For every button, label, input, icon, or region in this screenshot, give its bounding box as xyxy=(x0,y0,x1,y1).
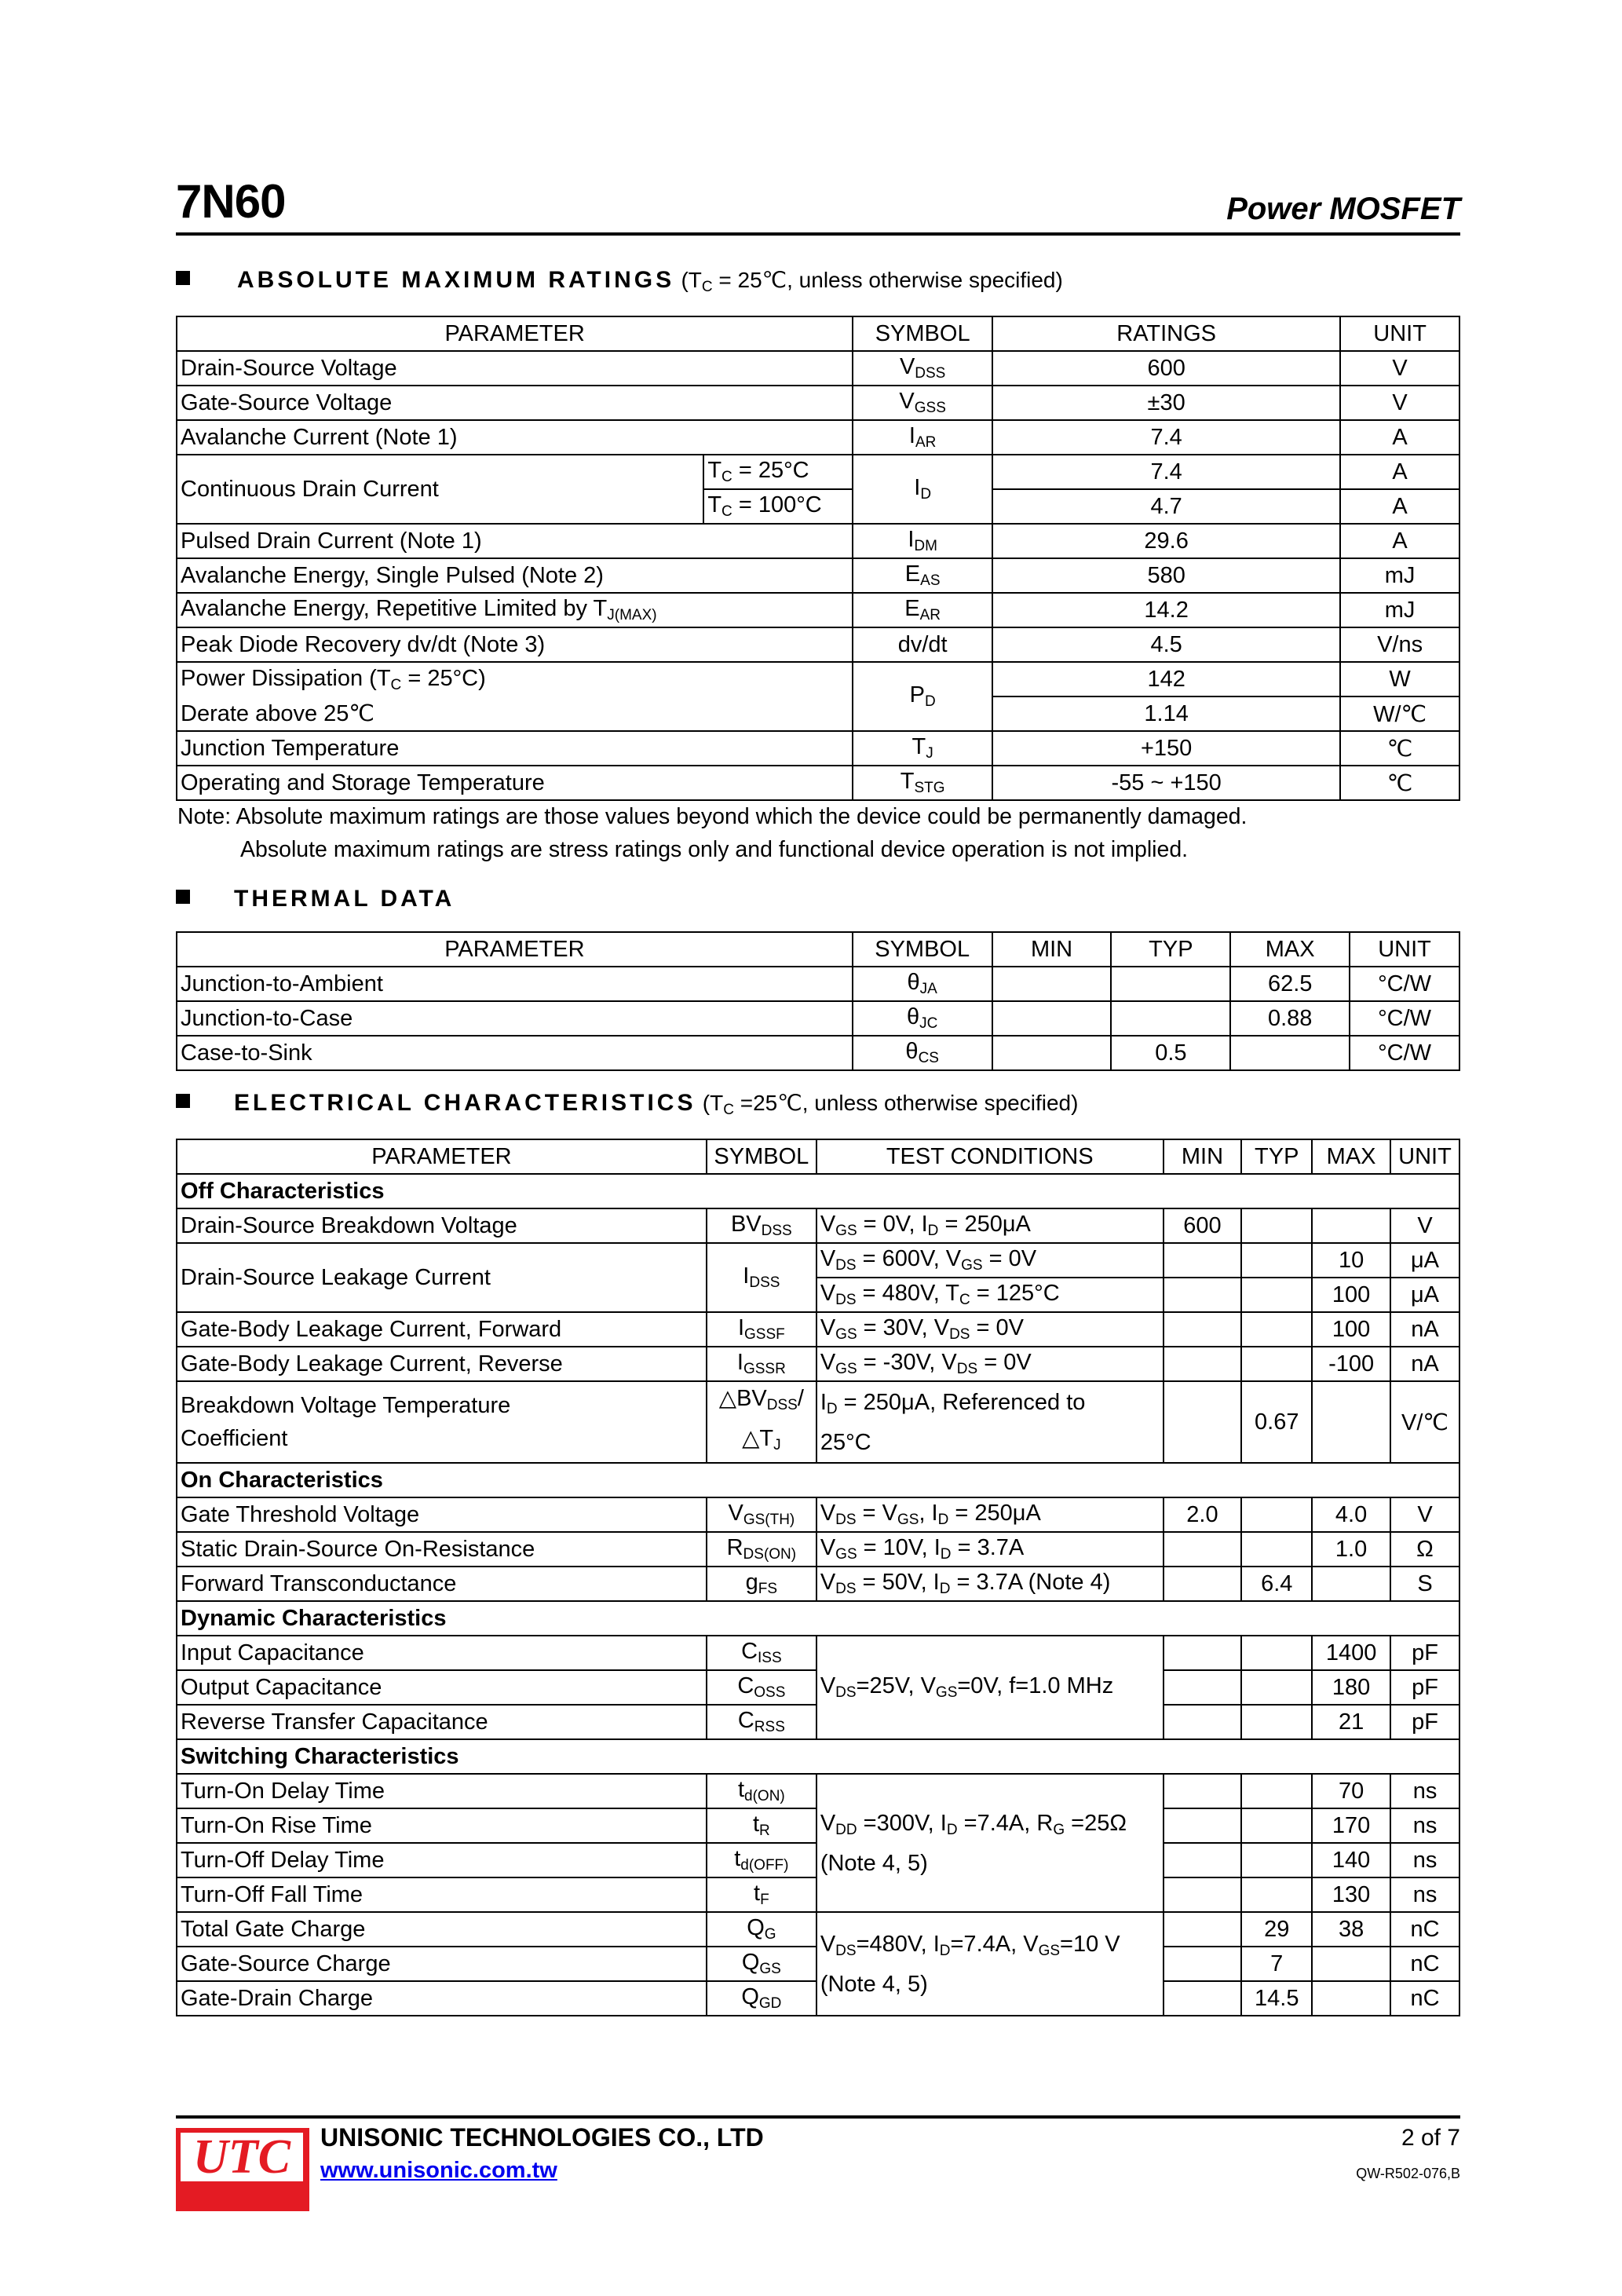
device-type: Power MOSFET xyxy=(1226,192,1460,226)
utc-logo: UTC xyxy=(176,2125,309,2211)
table-row: Total Gate Charge $Q_G$ $V_{DS}=480V$, $I_D=7.4A$, $V_{GS}=10$ V (Note 4, 5) 29 38 nC xyxy=(177,1912,1459,1947)
table-row: Junction Temperature $T_J$ +150 ℃ xyxy=(177,731,1459,766)
table-row: Gate Threshold Voltage $V_{GS(TH)}$ $V_{DS} = V_{GS}$, $I_D = 250\mu A$ 2.0 4.0 V xyxy=(177,1497,1459,1532)
table-row: Junction-to-Ambient $\theta_{JA}$ 62.5 °C/W xyxy=(177,967,1459,1001)
table-row: Power Dissipation $(T_C = 25^\circ C)$ $P_D$ 142 W xyxy=(177,662,1459,696)
thermal-heading: THERMAL DATA xyxy=(176,886,455,912)
table-row: Gate-Source Charge $Q_{GS}$ 7 nC xyxy=(177,1947,1459,1981)
table-row: Continuous Drain Current $T_C = 25^\circ C$ $I_D$ 7.4 A xyxy=(177,455,1459,489)
electrical-table xyxy=(176,1139,1460,2016)
table-row: Gate-Body Leakage Current, Forward $I_{GSSF}$ $V_{GS} = 30V$, $V_{DS} = 0V$ 100 nA xyxy=(177,1312,1459,1347)
table-row: Drain-Source Voltage $V_{DSS}$ 600 V xyxy=(177,351,1459,386)
table-row: Case-to-Sink $\theta_{CS}$ 0.5 °C/W xyxy=(177,1036,1459,1070)
table-row: $T_C = 100^\circ C$ 4.7 A xyxy=(177,489,1459,524)
table-row: Derate above 25℃ 1.14 W/℃ xyxy=(177,696,1459,731)
table-row: Gate-Body Leakage Current, Reverse $I_{GSSR}$ $V_{GS} = -30V$, $V_{DS} = 0V$ -100 nA xyxy=(177,1347,1459,1381)
table-row: Peak Diode Recovery dv/dt (Note 3) dv/dt 4.5 V/ns xyxy=(177,627,1459,662)
category-row: Off Characteristics xyxy=(177,1174,1459,1208)
table-row: Input Capacitance $C_{ISS}$ $V_{DS}=25V$, $V_{GS}=0V$, f=1.0 MHz 1400 pF xyxy=(177,1636,1459,1670)
abs-max-table xyxy=(176,316,1460,801)
bullet-icon xyxy=(176,890,190,904)
table-header-row: PARAMETER SYMBOL TEST CONDITIONS MIN TYP MAX UNIT xyxy=(177,1139,1459,1174)
table-row: Forward Transconductance $g_{FS}$ $V_{DS} = 50V$, $I_D = 3.7A$ (Note 4) 6.4 S xyxy=(177,1567,1459,1601)
abs-max-heading: ABSOLUTE MAXIMUM RATINGS ($T_C$ = 25℃, unless otherwise specified) xyxy=(176,267,1063,296)
bullet-icon xyxy=(176,271,190,285)
table-row: $V_{DS} = 480V$, $T_C = 125^\circ C$ 100 μA xyxy=(177,1278,1459,1312)
category-row: On Characteristics xyxy=(177,1463,1459,1497)
abs-note-line-2: Absolute maximum ratings are stress ratings only and functional device operation is not implied. xyxy=(240,837,1189,862)
table-row: Drain-Source Leakage Current $I_{DSS}$ $V_{DS} = 600V$, $V_{GS} = 0V$ 10 μA xyxy=(177,1243,1459,1278)
thermal-table xyxy=(176,931,1460,1071)
category-row: Dynamic Characteristics xyxy=(177,1601,1459,1636)
table-row: Avalanche Current (Note 1) $I_{AR}$ 7.4 A xyxy=(177,420,1459,455)
category-row: Switching Characteristics xyxy=(177,1739,1459,1774)
table-row: Reverse Transfer Capacitance $C_{RSS}$ 21 pF xyxy=(177,1705,1459,1739)
table-row: Turn-On Delay Time $t_{d(ON)}$ $V_{DD} =300V$, $I_D =7.4A$, $R_G =25\Omega$ (Note 4, 5) 70 ns xyxy=(177,1774,1459,1808)
table-row: Operating and Storage Temperature $T_{STG}$ -55 ~ +150 ℃ xyxy=(177,766,1459,800)
company-name: UNISONIC TECHNOLOGIES CO., LTD xyxy=(320,2123,764,2152)
table-header-row: PARAMETER SYMBOL RATINGS UNIT xyxy=(177,316,1459,351)
table-row: Avalanche Energy, Single Pulsed (Note 2) $E_{AS}$ 580 mJ xyxy=(177,558,1459,593)
table-row: Pulsed Drain Current (Note 1) $I_{DM}$ 29.6 A xyxy=(177,524,1459,558)
document-number: QW-R502-076,B xyxy=(1356,2166,1460,2181)
elec-heading: ELECTRICAL CHARACTERISTICS ($T_C$ =25℃, unless otherwise specified) xyxy=(176,1090,1078,1119)
footer-rule xyxy=(176,2115,1460,2119)
table-row: Avalanche Energy, Repetitive Limited by $T_{J(MAX)}$ $E_{AR}$ 14.2 mJ xyxy=(177,593,1459,627)
abs-note-line-1: Note: Absolute maximum ratings are those values beyond which the device could be permanently damaged. xyxy=(177,804,1248,829)
table-row: Static Drain-Source On-Resistance $R_{DS(ON)}$ $V_{GS} = 10V$, $I_D = 3.7A$ 1.0 Ω xyxy=(177,1532,1459,1567)
table-row: Drain-Source Breakdown Voltage $BV_{DSS}$ $V_{GS} = 0V$, $I_D = 250\mu A$ 600 V xyxy=(177,1208,1459,1243)
table-row: Output Capacitance $C_{OSS}$ 180 pF xyxy=(177,1670,1459,1705)
website-link[interactable]: www.unisonic.com.tw xyxy=(320,2158,557,2183)
table-row: Breakdown Voltage Temperature Coefficient $\triangle BV_{DSS}/$ $\triangle T_J$ $I_D = 250\mu A$, Referenced to 25°C 0.67 V/℃ xyxy=(177,1381,1459,1463)
bullet-icon xyxy=(176,1094,190,1108)
page-number: 2 of 7 xyxy=(1401,2125,1460,2151)
table-row: Gate-Drain Charge $Q_{GD}$ 14.5 nC xyxy=(177,1981,1459,2016)
table-row: Turn-Off Fall Time $t_F$ 130 ns xyxy=(177,1877,1459,1912)
table-row: Gate-Source Voltage $V_{GSS}$ ±30 V xyxy=(177,386,1459,420)
table-row: Junction-to-Case $\theta_{JC}$ 0.88 °C/W xyxy=(177,1001,1459,1036)
page-header xyxy=(176,174,1460,236)
table-row: Turn-On Rise Time $t_R$ 170 ns xyxy=(177,1808,1459,1843)
table-row: Turn-Off Delay Time $t_{d(OFF)}$ 140 ns xyxy=(177,1843,1459,1877)
part-number: 7N60 xyxy=(176,175,286,228)
table-header-row: PARAMETER SYMBOL MIN TYP MAX UNIT xyxy=(177,932,1459,967)
